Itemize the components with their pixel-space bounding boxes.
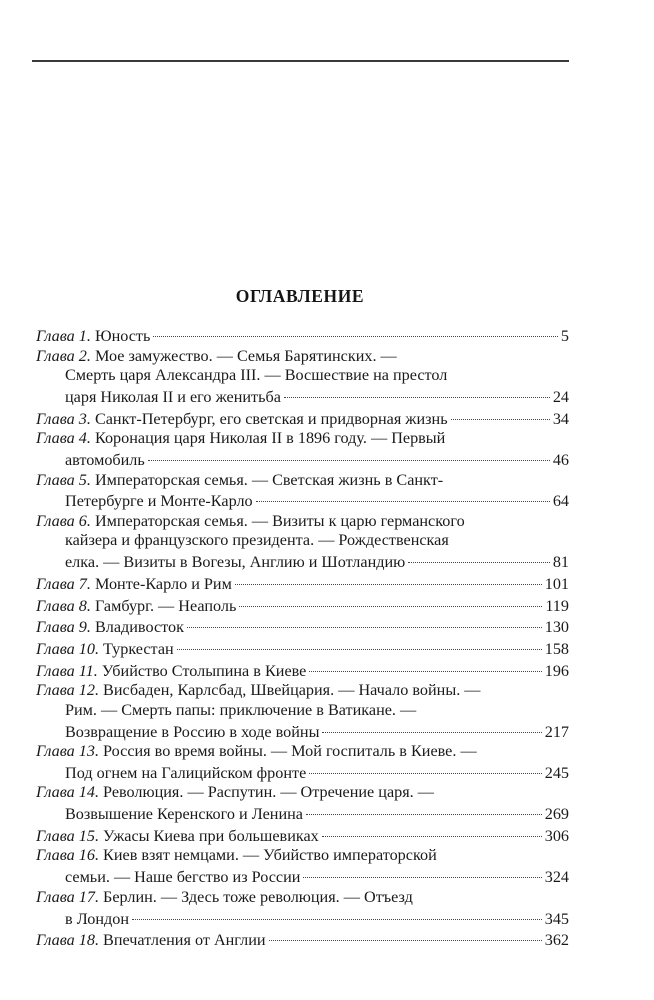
dot-leader bbox=[153, 325, 558, 341]
chapter-word: Глава bbox=[36, 783, 75, 802]
chapter-word: Глава bbox=[36, 346, 75, 365]
chapter-word: Глава bbox=[36, 327, 75, 346]
dot-leader bbox=[132, 907, 542, 923]
table-of-contents bbox=[36, 325, 569, 951]
page-number: 217 bbox=[544, 722, 569, 741]
toc-entry-continuation-line bbox=[36, 701, 569, 721]
toc-entry bbox=[36, 512, 569, 573]
chapter-title-text: Убийство Столыпина в Киеве bbox=[101, 661, 307, 680]
toc-entry bbox=[36, 573, 569, 595]
chapter-label bbox=[36, 512, 91, 532]
header-rule bbox=[32, 60, 569, 62]
toc-entry bbox=[36, 347, 569, 408]
chapter-title-text: Киев взят немцами. — Убийство императорской bbox=[103, 846, 437, 865]
chapter-title-text: Туркестан bbox=[103, 640, 174, 659]
toc-entry-first-line bbox=[36, 638, 569, 660]
page-number: 196 bbox=[544, 661, 569, 680]
toc-entry bbox=[36, 825, 569, 847]
page-number: 101 bbox=[544, 574, 569, 593]
toc-entry bbox=[36, 594, 569, 616]
dot-leader bbox=[309, 660, 541, 676]
page-number: 64 bbox=[552, 492, 569, 511]
dot-leader bbox=[148, 449, 550, 465]
toc-entry bbox=[36, 660, 569, 682]
chapter-title-text: в Лондон bbox=[65, 909, 130, 928]
toc-entry-first-line bbox=[36, 742, 569, 762]
chapter-title-text: семьи. — Наше бегство из России bbox=[65, 868, 301, 887]
dot-leader bbox=[451, 408, 550, 424]
chapter-title-text: Императорская семья. — Визиты к царю германского bbox=[94, 511, 465, 530]
chapter-label bbox=[36, 429, 91, 449]
toc-entry-continuation-line bbox=[36, 490, 569, 512]
dot-leader bbox=[322, 720, 541, 736]
toc-entry bbox=[36, 638, 569, 660]
chapter-label bbox=[36, 681, 99, 701]
page-number: 324 bbox=[544, 868, 569, 887]
page-number: 345 bbox=[544, 909, 569, 928]
toc-entry-first-line bbox=[36, 846, 569, 866]
page-number: 245 bbox=[544, 763, 569, 782]
dot-leader bbox=[177, 638, 542, 654]
chapter-word: Глава bbox=[36, 661, 75, 680]
chapter-word: Глава bbox=[36, 887, 75, 906]
toc-entry bbox=[36, 929, 569, 951]
chapter-word: Глава bbox=[36, 846, 75, 865]
chapter-number: 8. bbox=[78, 596, 91, 615]
chapter-label bbox=[36, 640, 99, 660]
chapter-word: Глава bbox=[36, 574, 75, 593]
toc-entry-continuation-line bbox=[36, 720, 569, 742]
chapter-number: 1. bbox=[78, 327, 91, 346]
chapter-title-text: Возвышение Керенского и Ленина bbox=[65, 805, 303, 824]
chapter-word: Глава bbox=[36, 742, 75, 761]
chapter-label bbox=[36, 662, 98, 682]
chapter-title-text: елка. — Визиты в Вогезы, Англию и Шотландию bbox=[65, 553, 406, 572]
toc-entry bbox=[36, 742, 569, 783]
chapter-word: Глава bbox=[36, 470, 75, 489]
chapter-label bbox=[36, 575, 91, 595]
chapter-word: Глава bbox=[36, 826, 75, 845]
chapter-label bbox=[36, 597, 91, 617]
toc-entry-first-line bbox=[36, 325, 569, 347]
chapter-number: 7. bbox=[78, 574, 91, 593]
chapter-label bbox=[36, 471, 91, 491]
toc-entry bbox=[36, 325, 569, 347]
toc-entry-continuation-line bbox=[36, 386, 569, 408]
chapter-number: 9. bbox=[78, 618, 91, 637]
chapter-number: 11. bbox=[78, 661, 98, 680]
page-number: 119 bbox=[545, 596, 569, 615]
chapter-number: 6. bbox=[78, 511, 91, 530]
chapter-title-text: царя Николая II и его женитьба bbox=[65, 388, 281, 407]
toc-entry-first-line bbox=[36, 347, 569, 367]
chapter-number: 2. bbox=[78, 346, 91, 365]
dot-leader bbox=[322, 825, 542, 841]
page-title: ОГЛАВЛЕНИЕ bbox=[235, 286, 365, 306]
toc-entry bbox=[36, 429, 569, 470]
chapter-title-text: Ужасы Киева при большевиках bbox=[103, 826, 319, 845]
chapter-title-text: Коронация царя Николая II в 1896 году. — Первый bbox=[94, 429, 446, 448]
chapter-word: Глава bbox=[36, 931, 75, 950]
toc-entry bbox=[36, 616, 569, 638]
chapter-number: 17. bbox=[78, 887, 99, 906]
chapter-number: 5. bbox=[78, 470, 91, 489]
toc-entry-continuation-line bbox=[36, 366, 569, 386]
toc-entry-continuation-line bbox=[36, 551, 569, 573]
toc-entry-first-line bbox=[36, 783, 569, 803]
chapter-word: Глава bbox=[36, 511, 75, 530]
toc-entry-continuation-line bbox=[36, 907, 569, 929]
dot-leader bbox=[239, 594, 542, 610]
toc-entry-first-line bbox=[36, 408, 569, 430]
chapter-title-text: Юность bbox=[94, 327, 151, 346]
chapter-number: 12. bbox=[78, 681, 99, 700]
dot-leader bbox=[187, 616, 542, 632]
dot-leader bbox=[256, 490, 550, 506]
toc-entry-first-line bbox=[36, 681, 569, 701]
toc-entry bbox=[36, 681, 569, 742]
page-number: 306 bbox=[544, 826, 569, 845]
toc-entry-continuation-line bbox=[36, 449, 569, 471]
chapter-title-text: Под огнем на Галицийском фронте bbox=[65, 763, 307, 782]
toc-entry-first-line bbox=[36, 825, 569, 847]
toc-entry-first-line bbox=[36, 429, 569, 449]
chapter-number: 10. bbox=[78, 640, 99, 659]
chapter-label bbox=[36, 827, 99, 847]
page-number: 158 bbox=[544, 640, 569, 659]
page-number: 34 bbox=[552, 409, 569, 428]
chapter-number: 18. bbox=[78, 931, 99, 950]
chapter-number: 16. bbox=[78, 846, 99, 865]
toc-entry-first-line bbox=[36, 594, 569, 616]
toc-entry-first-line bbox=[36, 929, 569, 951]
toc-entry bbox=[36, 783, 569, 824]
chapter-title-text: Возвращение в Россию в ходе войны bbox=[65, 722, 320, 741]
toc-entry bbox=[36, 471, 569, 512]
toc-entry-continuation-line bbox=[36, 803, 569, 825]
dot-leader bbox=[303, 866, 541, 882]
chapter-label bbox=[36, 888, 99, 908]
chapter-title-text: Рим. — Смерть папы: приключение в Ватикане. — bbox=[65, 700, 417, 719]
chapter-title-text: Россия во время войны. — Мой госпиталь в Киеве. — bbox=[103, 742, 477, 761]
toc-entry-first-line bbox=[36, 888, 569, 908]
page-number: 5 bbox=[560, 327, 569, 346]
toc-entry-first-line bbox=[36, 512, 569, 532]
dot-leader bbox=[235, 573, 542, 589]
toc-entry bbox=[36, 408, 569, 430]
toc-entry bbox=[36, 888, 569, 929]
chapter-number: 13. bbox=[78, 742, 99, 761]
page-number: 269 bbox=[544, 805, 569, 824]
toc-entry-continuation-line bbox=[36, 866, 569, 888]
chapter-label bbox=[36, 783, 99, 803]
chapter-label bbox=[36, 742, 99, 762]
chapter-title-text: автомобиль bbox=[65, 451, 145, 470]
chapter-label bbox=[36, 846, 99, 866]
chapter-title-text: Петербурге и Монте-Карло bbox=[65, 492, 253, 511]
chapter-word: Глава bbox=[36, 596, 75, 615]
page-number: 130 bbox=[544, 618, 569, 637]
chapter-title-text: Смерть царя Александра III. — Восшествие на престол bbox=[65, 366, 448, 385]
dot-leader bbox=[269, 929, 542, 945]
page-number: 46 bbox=[552, 451, 569, 470]
chapter-number: 3. bbox=[78, 409, 91, 428]
dot-leader bbox=[306, 803, 542, 819]
chapter-number: 14. bbox=[78, 783, 99, 802]
chapter-title-text: Мое замужество. — Семья Барятинских. — bbox=[94, 346, 397, 365]
chapter-label bbox=[36, 410, 91, 430]
chapter-word: Глава bbox=[36, 409, 75, 428]
chapter-label bbox=[36, 347, 91, 367]
chapter-word: Глава bbox=[36, 618, 75, 637]
chapter-title-text: кайзера и французского президента. — Рождественская bbox=[65, 531, 449, 550]
toc-entry-first-line bbox=[36, 616, 569, 638]
dot-leader bbox=[284, 386, 550, 402]
toc-entry bbox=[36, 846, 569, 887]
chapter-title-text: Берлин. — Здесь тоже революция. — Отъезд bbox=[103, 887, 413, 906]
chapter-number: 4. bbox=[78, 429, 91, 448]
chapter-word: Глава bbox=[36, 640, 75, 659]
toc-entry-first-line bbox=[36, 573, 569, 595]
chapter-title-text: Впечатления от Англии bbox=[103, 931, 266, 950]
chapter-title-text: Висбаден, Карлсбад, Швейцария. — Начало войны. — bbox=[103, 681, 481, 700]
page-number: 362 bbox=[544, 931, 569, 950]
page-number: 81 bbox=[552, 553, 569, 572]
chapter-title-text: Императорская семья. — Светская жизнь в Санкт- bbox=[94, 470, 444, 489]
toc-entry-first-line bbox=[36, 660, 569, 682]
toc-entry-first-line bbox=[36, 471, 569, 491]
chapter-title-text: Гамбург. — Неаполь bbox=[94, 596, 237, 615]
chapter-title-text: Революция. — Распутин. — Отречение царя. — bbox=[103, 783, 434, 802]
chapter-title-text: Монте-Карло и Рим bbox=[94, 574, 232, 593]
chapter-number: 15. bbox=[78, 826, 99, 845]
toc-entry-continuation-line bbox=[36, 762, 569, 784]
dot-leader bbox=[309, 762, 541, 778]
chapter-title-text: Владивосток bbox=[94, 618, 184, 637]
chapter-word: Глава bbox=[36, 681, 75, 700]
chapter-label bbox=[36, 618, 91, 638]
page-number: 24 bbox=[552, 388, 569, 407]
chapter-label bbox=[36, 931, 99, 951]
dot-leader bbox=[408, 551, 550, 567]
chapter-word: Глава bbox=[36, 429, 75, 448]
toc-entry-continuation-line bbox=[36, 531, 569, 551]
chapter-label bbox=[36, 327, 91, 347]
chapter-title-text: Санкт-Петербург, его светская и придворная жизнь bbox=[94, 409, 448, 428]
